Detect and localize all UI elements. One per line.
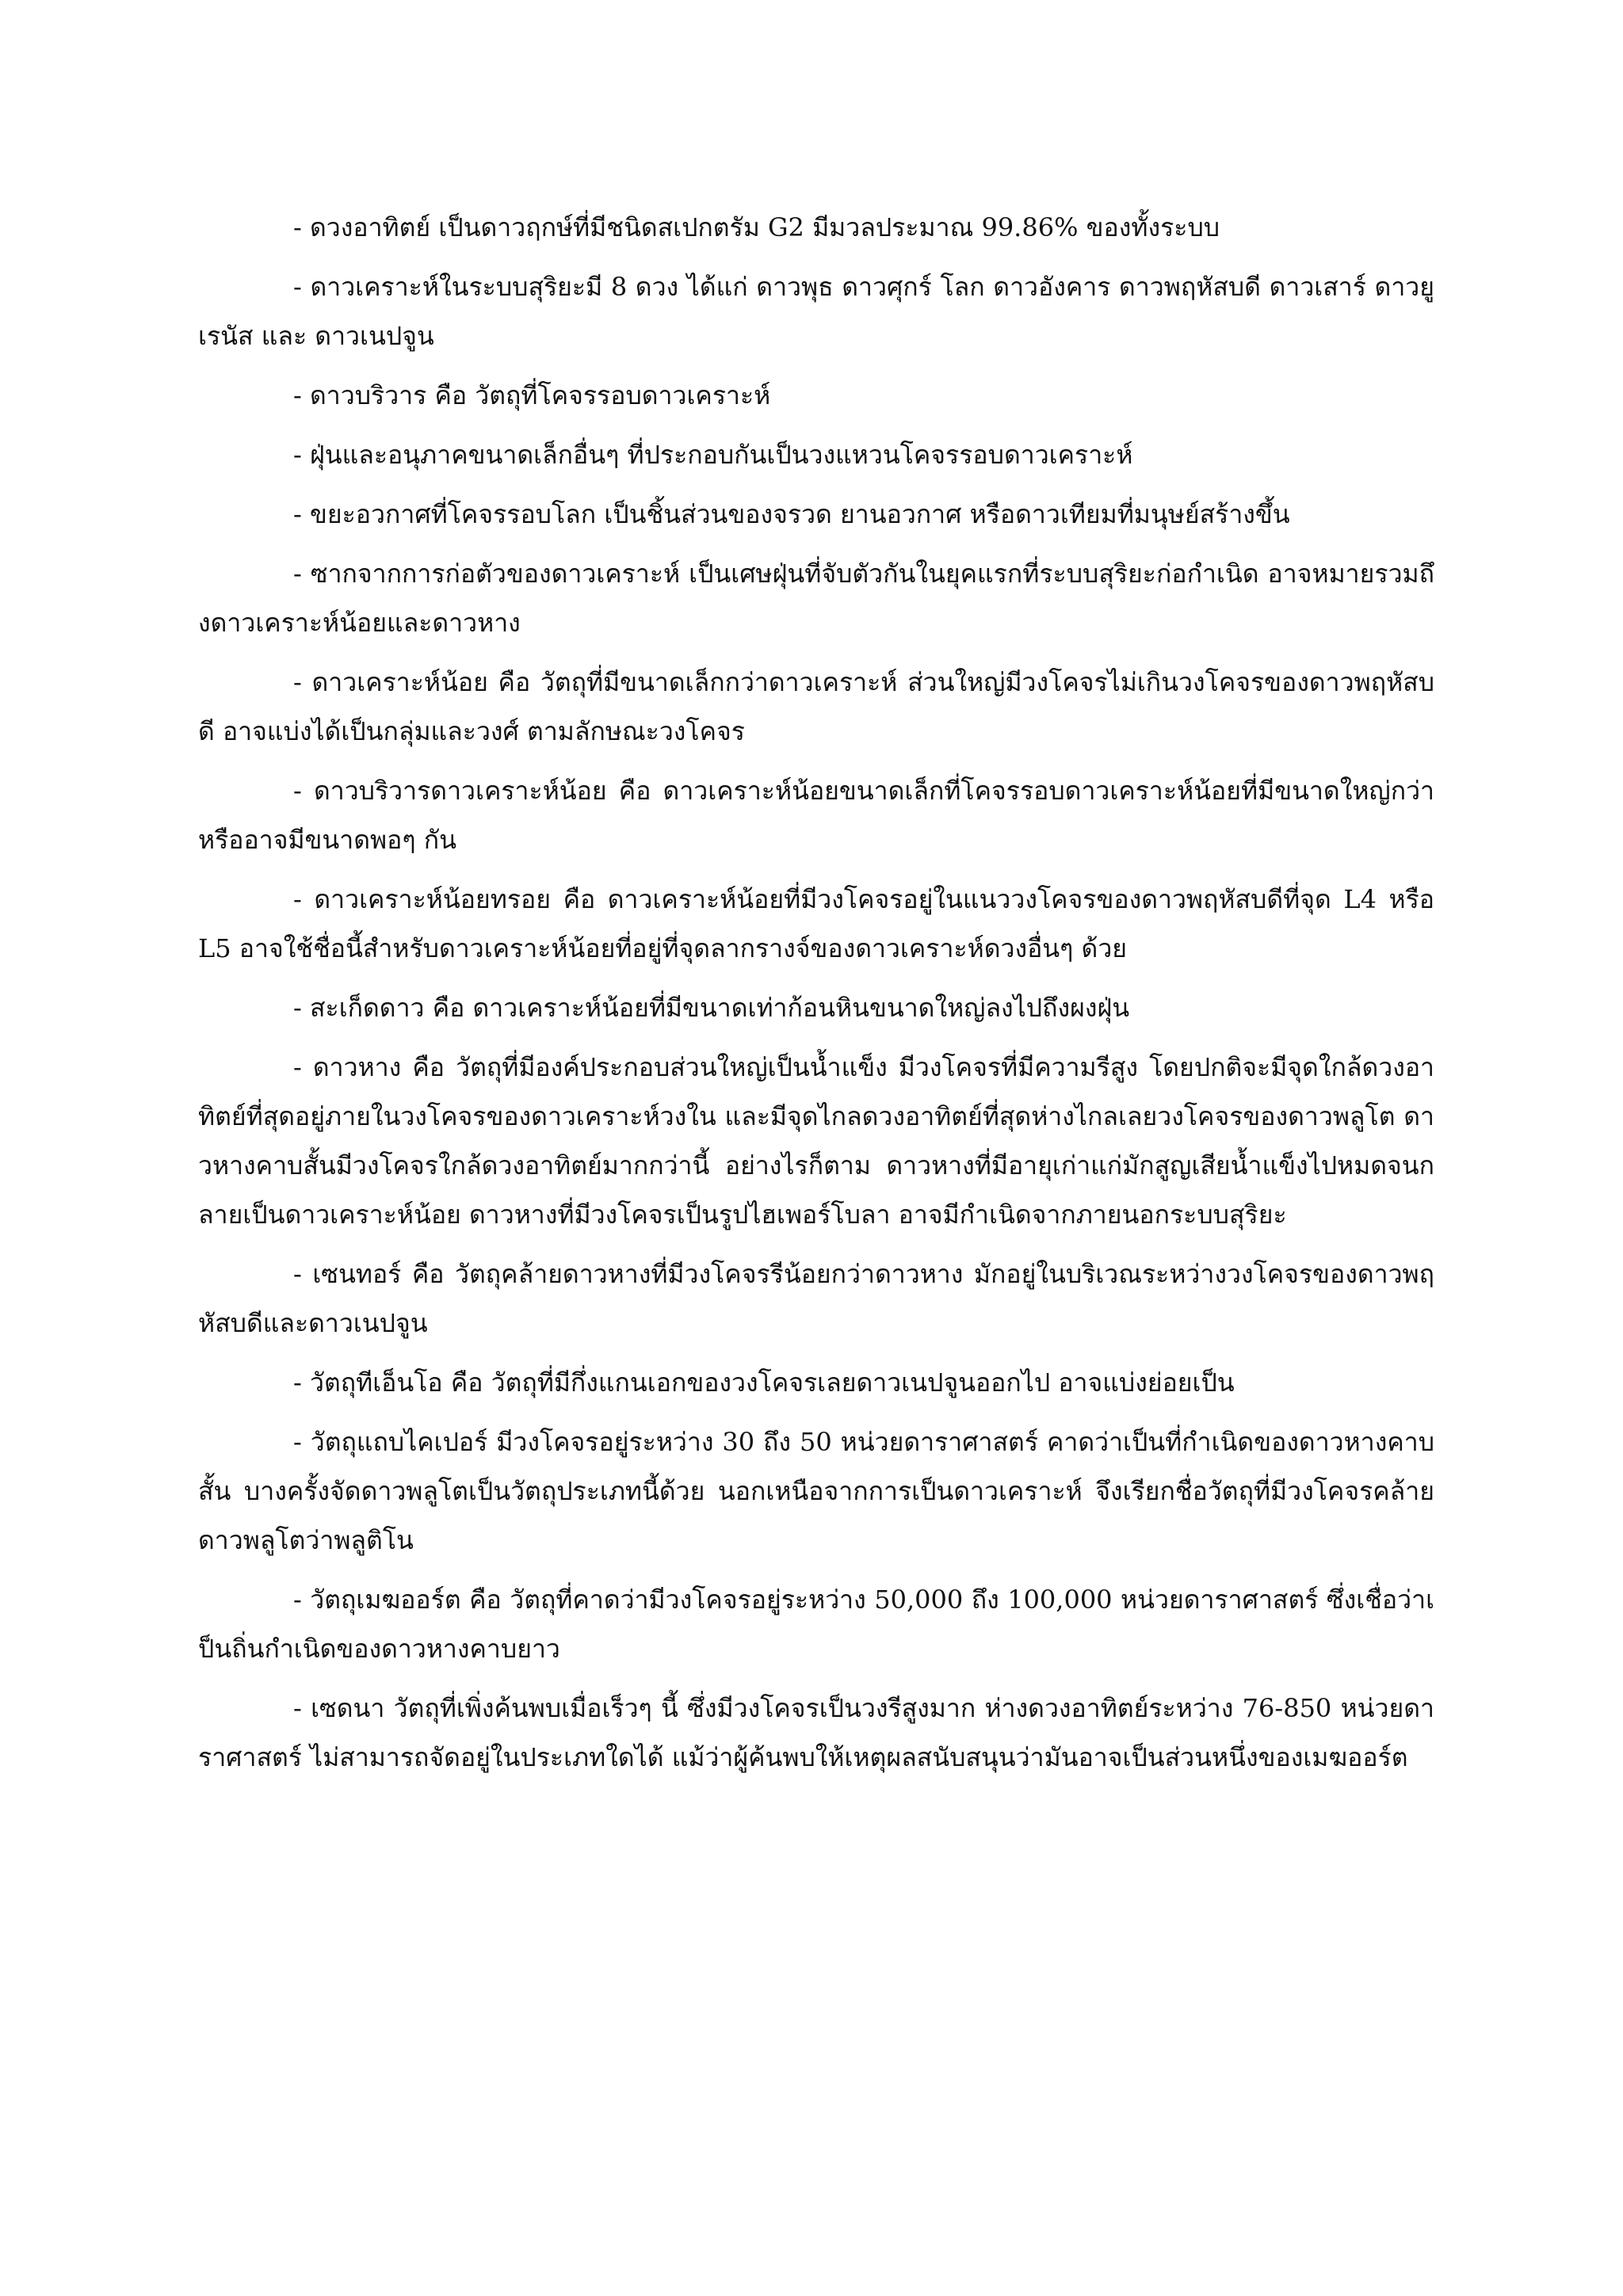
- paragraph-oort-cloud: - วัตถุเมฆออร์ต คือ วัตถุที่คาดว่ามีวงโคจรอยู่ระหว่าง 50,000 ถึง 100,000 หน่วยดาราศาสตร์ ซึ่งเชื่อว่าเป็นถิ่นกำเนิดของดาวหางคาบยาว: [198, 1585, 1434, 1664]
- paragraph-comets: - ดาวหาง คือ วัตถุที่มีองค์ประกอบส่วนใหญ่เป็นน้ำแข็ง มีวงโคจรที่มีความรีสูง โดยปกติจะมีจุดใกล้ดวงอาทิตย์ที่สุดอยู่ภายในวงโคจรของดาวเคราะห์วงใน และมีจุดไกลดวงอาทิตย์ที่สุดห่างไกลเลยวงโคจรของดาวพลูโต ดาวหางคาบสั้นมีวงโคจรใกล้ดวงอาทิตย์มากกว่านี้ อย่างไรก็ตาม ดาวหางที่มีอายุเก่าแก่มักสูญเสียน้ำแข็งไปหมดจนกลายเป็นดาวเคราะห์น้อย ดาวหางที่มีวงโคจรเป็นรูปไฮเพอร์โบลา อาจมีกำเนิดจากภายนอกระบบสุริยะ: [198, 1052, 1434, 1230]
- document-page: [198, 203, 1434, 1792]
- paragraph-trojans: - ดาวเคราะห์น้อยทรอย คือ ดาวเคราะห์น้อยที่มีวงโคจรอยู่ในแนววงโคจรของดาวพฤหัสบดีที่จุด L4 หรือ L5 อาจใช้ชื่อนี้สำหรับดาวเคราะห์น้อยที่อยู่ที่จุดลากรางจ์ของดาวเคราะห์ดวงอื่นๆ ด้วย: [198, 884, 1434, 963]
- paragraph-tno: - วัตถุทีเอ็นโอ คือ วัตถุที่มีกึ่งแกนเอกของวงโคจรเลยดาวเนปจูนออกไป อาจแบ่งย่อยเป็น: [293, 1367, 1235, 1398]
- paragraph-space-debris: - ขยะอวกาศที่โคจรรอบโลก เป็นชิ้นส่วนของจรวด ยานอวกาศ หรือดาวเทียมที่มนุษย์สร้างขึ้น: [293, 499, 1290, 529]
- paragraph-meteoroids: - สะเก็ดดาว คือ ดาวเคราะห์น้อยที่มีขนาดเท่าก้อนหินขนาดใหญ่ลงไปถึงผงฝุ่น: [293, 993, 1130, 1023]
- paragraph-sedna: - เซดนา วัตถุที่เพิ่งค้นพบเมื่อเร็วๆ นี้ ซึ่งมีวงโคจรเป็นวงรีสูงมาก ห่างดวงอาทิตย์ระหว่าง 76-850 หน่วยดาราศาสตร์ ไม่สามารถจัดอยู่ในประเภทใดได้ แม้ว่าผู้ค้นพบให้เหตุผลสนับสนุนว่ามันอาจเป็นส่วนหนึ่งของเมฆออร์ต: [198, 1693, 1434, 1772]
- paragraph-asteroids: - ดาวเคราะห์น้อย คือ วัตถุที่มีขนาดเล็กกว่าดาวเคราะห์ ส่วนใหญ่มีวงโคจรไม่เกินวงโคจรของดาวพฤหัสบดี อาจแบ่งได้เป็นกลุ่มและวงศ์ ตามลักษณะวงโคจร: [198, 667, 1434, 746]
- paragraph-sun: - ดวงอาทิตย์ เป็นดาวฤกษ์ที่มีชนิดสเปกตรัม G2 มีมวลประมาณ 99.86% ของทั้งระบบ: [293, 212, 1220, 242]
- paragraph-asteroid-moons: - ดาวบริวารดาวเคราะห์น้อย คือ ดาวเคราะห์น้อยขนาดเล็กที่โคจรรอบดาวเคราะห์น้อยที่มีขนาดใหญ่กว่าหรืออาจมีขนาดพอๆ กัน: [198, 776, 1434, 855]
- paragraph-rings: - ฝุ่นและอนุภาคขนาดเล็กอื่นๆ ที่ประกอบกันเป็นวงแหวนโคจรรอบดาวเคราะห์: [293, 440, 1133, 470]
- paragraph-planets: - ดาวเคราะห์ในระบบสุริยะมี 8 ดวง ได้แก่ ดาวพุธ ดาวศุกร์ โลก ดาวอังคาร ดาวพฤหัสบดี ดาวเสาร์ ดาวยูเรนัส และ ดาวเนปจูน: [198, 272, 1434, 351]
- paragraph-moons: - ดาวบริวาร คือ วัตถุที่โคจรรอบดาวเคราะห์: [293, 380, 771, 410]
- paragraph-kuiper-belt: - วัตถุแถบไคเปอร์ มีวงโคจรอยู่ระหว่าง 30 ถึง 50 หน่วยดาราศาสตร์ คาดว่าเป็นที่กำเนิดของดาวหางคาบสั้น บางครั้งจัดดาวพลูโตเป็นวัตถุประเภทนี้ด้วย นอกเหนือจากการเป็นดาวเคราะห์ จึงเรียกชื่อวัตถุที่มีวงโคจรคล้ายดาวพลูโตว่าพลูติโน: [198, 1427, 1434, 1555]
- paragraph-centaurs: - เซนทอร์ คือ วัตถุคล้ายดาวหางที่มีวงโคจรรีน้อยกว่าดาวหาง มักอยู่ในบริเวณระหว่างวงโคจรของดาวพฤหัสบดีและดาวเนปจูน: [198, 1259, 1434, 1338]
- paragraph-formation-remnants: - ซากจากการก่อตัวของดาวเคราะห์ เป็นเศษฝุ่นที่จับตัวกันในยุคแรกที่ระบบสุริยะก่อกำเนิด อาจหมายรวมถึงดาวเคราะห์น้อยและดาวหาง: [198, 559, 1434, 638]
